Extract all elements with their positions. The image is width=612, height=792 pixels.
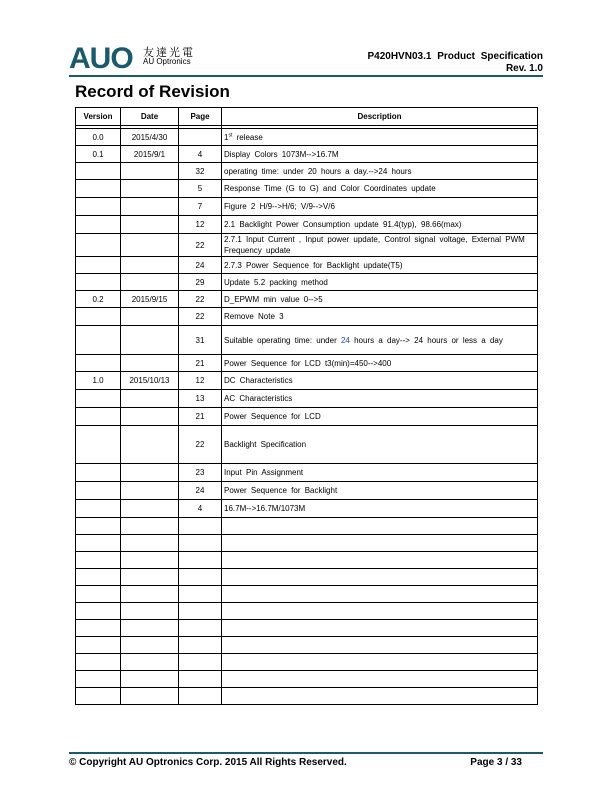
empty-cell (179, 671, 222, 688)
cell-page: 7 (179, 198, 222, 216)
cell-version (76, 482, 121, 500)
cell-page: 21 (179, 355, 222, 372)
empty-cell (76, 688, 121, 705)
description-text: release (232, 132, 263, 142)
cell-page: 12 (179, 372, 222, 390)
empty-cell (76, 654, 121, 671)
cell-version (76, 216, 121, 234)
empty-cell (222, 688, 538, 705)
cell-date (121, 274, 179, 291)
cell-version (76, 257, 121, 274)
empty-cell (121, 569, 179, 586)
page-header (0, 0, 612, 80)
empty-cell (121, 620, 179, 637)
cell-page (179, 129, 222, 146)
description-text: 1 (224, 132, 229, 142)
description-text: Suitable operating time: under (224, 335, 341, 345)
table-row (76, 180, 538, 198)
cell-date (121, 180, 179, 198)
cell-description: Power Sequence for LCD (222, 408, 538, 426)
cell-page: 24 (179, 257, 222, 274)
cell-version: 0.1 (76, 146, 121, 163)
empty-cell (76, 552, 121, 569)
cell-page: 23 (179, 464, 222, 482)
empty-cell (222, 654, 538, 671)
cell-description: 16.7M-->16.7M/1073M (222, 500, 538, 518)
table-row (76, 308, 538, 326)
cell-date (121, 500, 179, 518)
cell-page: 5 (179, 180, 222, 198)
cell-date (121, 308, 179, 326)
cell-page: 24 (179, 482, 222, 500)
empty-cell (179, 620, 222, 637)
cell-date (121, 390, 179, 408)
cell-description: Remove Note 3 (222, 308, 538, 326)
empty-cell (121, 552, 179, 569)
description-text: hours a day--> 24 hours or less a day (349, 335, 503, 345)
table-row (76, 257, 538, 274)
empty-table-row (76, 654, 538, 671)
cell-date (121, 464, 179, 482)
cell-date (121, 198, 179, 216)
cell-date: 2015/9/1 (121, 146, 179, 163)
empty-cell (179, 688, 222, 705)
empty-cell (121, 654, 179, 671)
cell-version (76, 390, 121, 408)
cell-description: DC Characteristics (222, 372, 538, 390)
cell-version (76, 500, 121, 518)
empty-cell (121, 637, 179, 654)
empty-cell (179, 603, 222, 620)
empty-table-row (76, 569, 538, 586)
empty-cell (121, 535, 179, 552)
cell-description: AC Characteristics (222, 390, 538, 408)
empty-cell (222, 552, 538, 569)
cell-date (121, 257, 179, 274)
table-row (76, 291, 538, 308)
column-header-page: Page (179, 108, 222, 126)
cell-description: 2.7.3 Power Sequence for Backlight update(T5) (222, 257, 538, 274)
cell-page: 21 (179, 408, 222, 426)
cell-version (76, 163, 121, 180)
empty-table-row (76, 586, 538, 603)
table-row (76, 426, 538, 464)
table-row (76, 372, 538, 390)
empty-cell (121, 671, 179, 688)
empty-cell (222, 637, 538, 654)
empty-cell (76, 518, 121, 535)
document-revision: Rev. 1.0 (505, 63, 543, 74)
cell-description: Display Colors 1073M-->16.7M (222, 146, 538, 163)
cell-description: Figure 2 H/9-->H/6; V/9-->V/6 (222, 198, 538, 216)
empty-cell (121, 518, 179, 535)
empty-cell (222, 569, 538, 586)
cell-page: 22 (179, 234, 222, 257)
cell-version (76, 326, 121, 355)
table-row (76, 408, 538, 426)
table-row (76, 163, 538, 180)
empty-table-row (76, 552, 538, 569)
empty-cell (222, 620, 538, 637)
cell-page: 22 (179, 308, 222, 326)
empty-cell (222, 586, 538, 603)
company-name-en: AU Optronics (143, 57, 191, 66)
cell-version (76, 198, 121, 216)
table-row (76, 274, 538, 291)
cell-description: Backlight Specification (222, 426, 538, 464)
empty-cell (179, 518, 222, 535)
page-title: Record of Revision (75, 82, 230, 101)
empty-cell (76, 671, 121, 688)
cell-description: Input Pin Assignment (222, 464, 538, 482)
empty-cell (222, 603, 538, 620)
cell-page: 22 (179, 426, 222, 464)
empty-table-row (76, 518, 538, 535)
cell-date (121, 482, 179, 500)
cell-description: Response Time (G to G) and Color Coordinates update (222, 180, 538, 198)
empty-cell (76, 637, 121, 654)
cell-version (76, 274, 121, 291)
empty-cell (179, 569, 222, 586)
table-row (76, 146, 538, 163)
empty-cell (121, 603, 179, 620)
empty-cell (76, 535, 121, 552)
table-row (76, 390, 538, 408)
table-row (76, 326, 538, 355)
table-row (76, 234, 538, 257)
cell-date (121, 326, 179, 355)
empty-cell (121, 688, 179, 705)
empty-table-row (76, 688, 538, 705)
company-name-cn: 友達光電 (143, 46, 195, 59)
empty-cell (179, 535, 222, 552)
empty-table-row (76, 603, 538, 620)
cell-version (76, 426, 121, 464)
empty-cell (76, 603, 121, 620)
cell-date (121, 234, 179, 257)
cell-page: 32 (179, 163, 222, 180)
cell-page: 4 (179, 146, 222, 163)
table-row (76, 129, 538, 146)
cell-page: 4 (179, 500, 222, 518)
empty-table-row (76, 671, 538, 688)
highlighted-value: 24 (340, 335, 350, 345)
empty-cell (222, 518, 538, 535)
empty-cell (121, 586, 179, 603)
table-header-row (76, 108, 538, 126)
cell-date: 2015/10/13 (121, 372, 179, 390)
empty-cell (76, 586, 121, 603)
empty-table-row (76, 535, 538, 552)
cell-date: 2015/9/15 (121, 291, 179, 308)
cell-date (121, 355, 179, 372)
document-title: P420HVN03.1 Product Specification (367, 51, 543, 62)
page-number: Page 3 / 33 (470, 757, 522, 768)
empty-cell (179, 637, 222, 654)
table-row (76, 464, 538, 482)
cell-page: 22 (179, 291, 222, 308)
cell-version: 1.0 (76, 372, 121, 390)
column-header-date: Date (121, 108, 179, 126)
empty-cell (179, 654, 222, 671)
cell-description: operating time: under 20 hours a day.-->24 hours (222, 163, 538, 180)
empty-table-row (76, 637, 538, 654)
copyright-text: © Copyright AU Optronics Corp. 2015 All Rights Reserved. (69, 757, 347, 768)
cell-version (76, 355, 121, 372)
cell-version: 0.0 (76, 129, 121, 146)
cell-date (121, 163, 179, 180)
auo-logo-icon (69, 42, 137, 70)
empty-cell (179, 552, 222, 569)
cell-page: 29 (179, 274, 222, 291)
cell-version (76, 464, 121, 482)
empty-table-row (76, 620, 538, 637)
header-divider (69, 75, 543, 77)
cell-date: 2015/4/30 (121, 129, 179, 146)
empty-cell (76, 620, 121, 637)
cell-version (76, 408, 121, 426)
empty-cell (179, 586, 222, 603)
empty-cell (222, 535, 538, 552)
cell-date (121, 216, 179, 234)
ordinal-suffix: st (228, 131, 233, 138)
cell-version: 0.2 (76, 291, 121, 308)
cell-version (76, 308, 121, 326)
column-header-description: Description (222, 108, 538, 126)
svg-text:AUO: AUO (69, 42, 133, 70)
column-header-version: Version (76, 108, 121, 126)
table-row (76, 355, 538, 372)
cell-description: 2.1 Backlight Power Consumption update 91.4(typ), 98.66(max) (222, 216, 538, 234)
table-row (76, 482, 538, 500)
cell-page: 12 (179, 216, 222, 234)
table-row (76, 198, 538, 216)
footer-divider (69, 752, 543, 754)
cell-page: 31 (179, 326, 222, 355)
cell-description: Update 5.2 packing method (222, 274, 538, 291)
cell-description (222, 326, 538, 355)
table-row (76, 216, 538, 234)
cell-date (121, 408, 179, 426)
cell-description: Power Sequence for LCD t3(min)=450-->400 (222, 355, 538, 372)
cell-description: 2.7.1 Input Current , Input power update, Control signal voltage, External PWM Frequency update (222, 234, 538, 257)
revision-table (75, 107, 538, 705)
cell-date (121, 426, 179, 464)
cell-description (222, 129, 538, 146)
empty-cell (222, 671, 538, 688)
cell-version (76, 234, 121, 257)
empty-cell (76, 569, 121, 586)
cell-description: D_EPWM min value 0-->5 (222, 291, 538, 308)
table-row (76, 500, 538, 518)
cell-page: 13 (179, 390, 222, 408)
cell-version (76, 180, 121, 198)
cell-description: Power Sequence for Backlight (222, 482, 538, 500)
